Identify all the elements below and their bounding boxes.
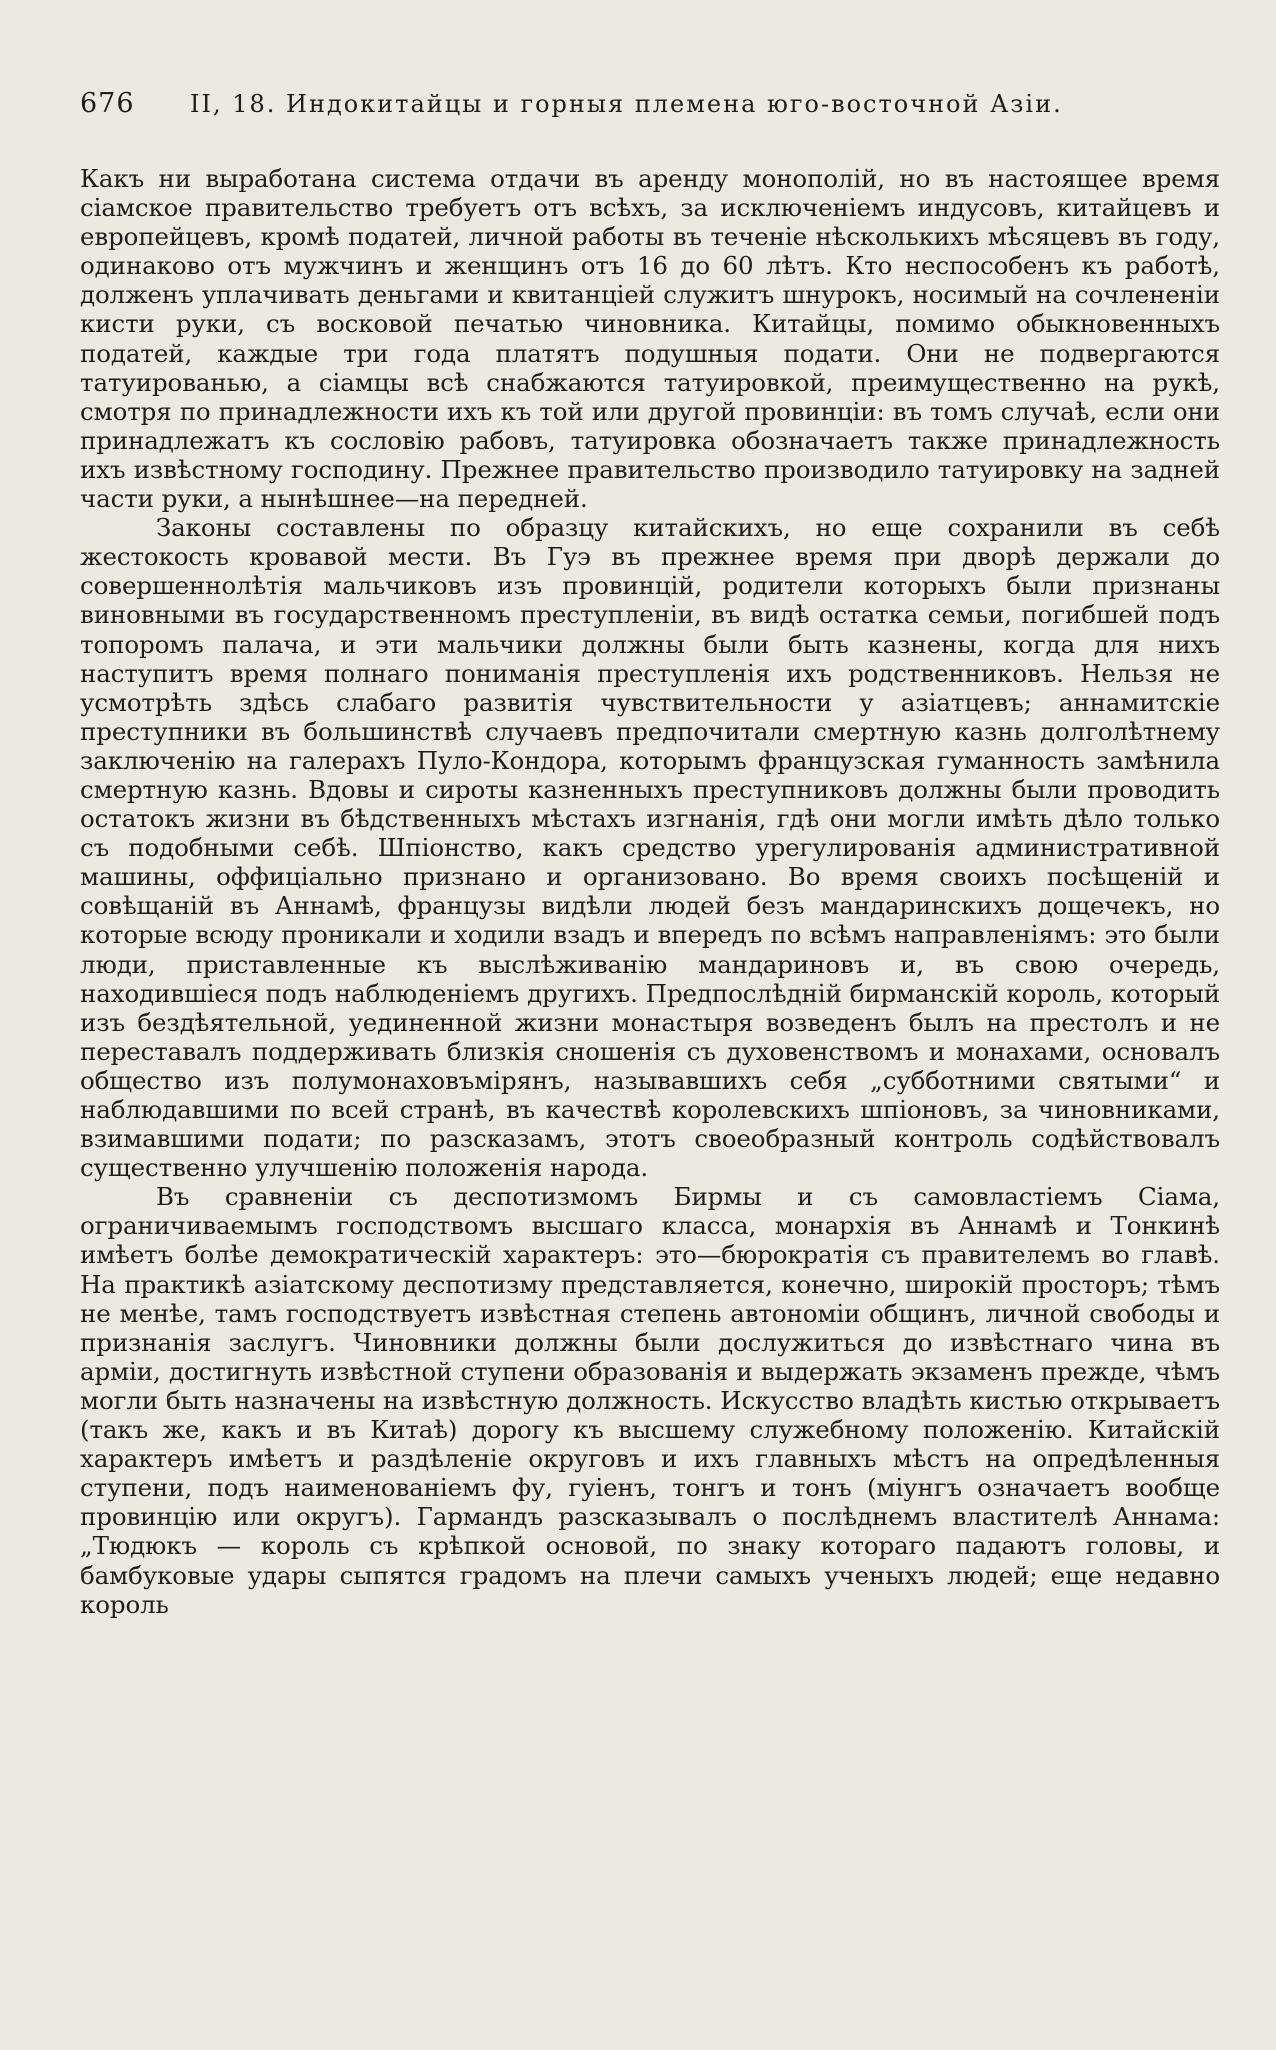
running-head xyxy=(80,88,1226,136)
page-number: 676 xyxy=(80,88,135,119)
paragraph-laws: Законы составлены по образцу китайскихъ, но еще сохранили въ себѣ жестокость кровавой мести. Въ Гуэ въ прежнее время при дворѣ держали до совершеннолѣтія мальчиковъ изъ провинцій, родители которыхъ были признаны виновными въ государственномъ преступленіи, въ видѣ остатка семьи, погибшей подъ топоромъ палача, и эти мальчики должны были быть казнены, когда для нихъ наступитъ время полнаго пониманія преступленія ихъ родственниковъ. Нельзя не усмотрѣть здѣсь слабаго развитія чувствительности у азіатцевъ; аннамитскіе преступники въ большинствѣ случаевъ предпочитали смертную казнь долголѣтнему заключенію на галерахъ Пуло-Кондора, которымъ французская гуманность замѣнила смертную казнь. Вдовы и сироты казненныхъ преступниковъ должны были проводить остатокъ жизни въ бѣдственныхъ мѣстахъ изгнанія, гдѣ они могли имѣть дѣло только съ подобными себѣ. Шпіонство, какъ средство урегулированія административной машины, оффиціально признано и организовано. Во время своихъ посѣщеній и совѣщаній въ Аннамѣ, французы видѣли людей безъ мандаринскихъ дощечекъ, но которые всюду проникали и ходили взадъ и впередъ по всѣмъ направленіямъ: это были люди, приставленные къ выслѣживанію мандариновъ и, въ свою очередь, находившіеся подъ наблюденіемъ другихъ. Предпослѣдній бирманскій король, который изъ бездѣятельной, уединенной жизни монастыря возведенъ былъ на престолъ и не переставалъ поддерживать близкія сношенія съ духовенствомъ и монахами, основалъ общество изъ полумонаховъмірянъ, называвшихъ себя „субботними святыми“ и наблюдавшими по всей странѣ, въ качествѣ королевскихъ шпіоновъ, за чиновниками, взимавшими подати; по разсказамъ, этотъ своеобразный контроль содѣйствовалъ существенно улучшенію положенія народа. xyxy=(80,513,1220,1183)
body-text xyxy=(80,164,1220,1619)
running-title: II, 18. Индокитайцы и горныя племена юго-восточной Азіи. xyxy=(190,90,1063,118)
paragraph-taxation: Какъ ни выработана система отдачи въ аренду монополій, но въ настоящее время сіамское правительство требуетъ отъ всѣхъ, за исключеніемъ индусовъ, китайцевъ и европейцевъ, кромѣ податей, личной работы въ теченіе нѣсколькихъ мѣсяцевъ въ году, одинаково отъ мужчинъ и женщинъ отъ 16 до 60 лѣтъ. Кто неспособенъ къ работѣ, долженъ уплачивать деньгами и квитанціей служитъ шнурокъ, носимый на сочлененіи кисти руки, съ восковой печатью чиновника. Китайцы, помимо обыкновенныхъ податей, каждые три года платятъ подушныя подати. Они не подвергаются татуированью, а сіамцы всѣ снабжаются татуировкой, преимущественно на рукѣ, смотря по принадлежности ихъ къ той или другой провинціи: въ томъ случаѣ, если они принадлежатъ къ сословію рабовъ, татуировка обозначаетъ также принадлежность ихъ извѣстному господину. Прежнее правительство производило татуировку на задней части руки, а нынѣшнее—на передней. xyxy=(80,164,1220,514)
paragraph-monarchy: Въ сравненіи съ деспотизмомъ Бирмы и съ самовластіемъ Сіама, ограничиваемымъ господствомъ высшаго класса, монархія въ Аннамѣ и Тонкинѣ имѣетъ болѣе демократическій характеръ: это—бюрократія съ правителемъ во главѣ. На практикѣ азіатскому деспотизму представляется, конечно, широкій просторъ; тѣмъ не менѣе, тамъ господствуетъ извѣстная степень автономіи общинъ, личной свободы и признанія заслугъ. Чиновники должны были дослужиться до извѣстнаго чина въ арміи, достигнуть извѣстной ступени образованія и выдержать экзаменъ прежде, чѣмъ могли быть назначены на извѣстную должность. Искусство владѣть кистью открываетъ (такъ же, какъ и въ Китаѣ) дорогу къ высшему служебному положенію. Китайскій характеръ имѣетъ и раздѣленіе округовъ и ихъ главныхъ мѣстъ на опредѣленныя ступени, подъ наименованіемъ фу, гуіенъ, тонгъ и тонъ (міунгъ означаетъ вообще провинцію или округъ). Гармандъ разсказывалъ о послѣднемъ властителѣ Аннама: „Тюдюкъ — король съ крѣпкой основой, по знаку котораго падаютъ головы, и бамбуковые удары сыпятся градомъ на плечи самыхъ ученыхъ людей; еще недавно король xyxy=(80,1182,1220,1619)
